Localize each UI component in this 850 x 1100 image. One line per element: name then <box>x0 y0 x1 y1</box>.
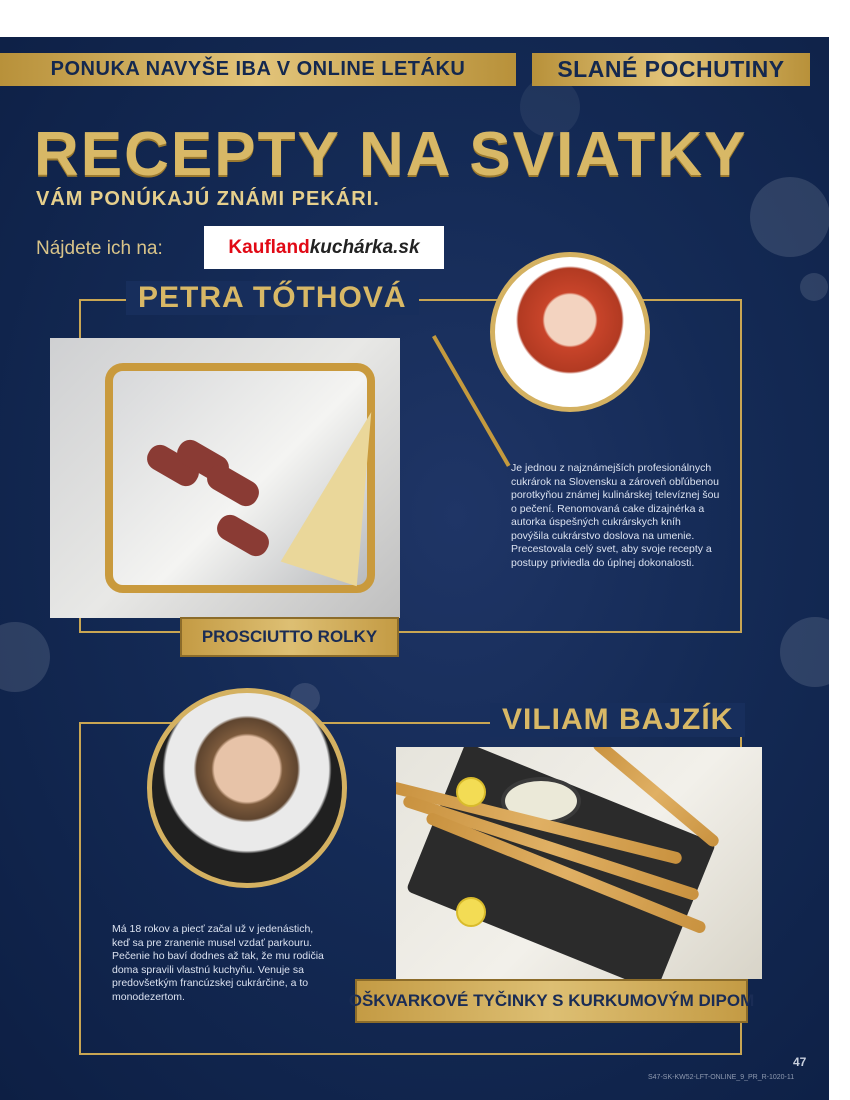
chef-portrait-petra <box>490 252 650 412</box>
chef-bio-viliam: Má 18 rokov a piecť začal už v jedenástich, keď sa pre zranenie musel vzdať parkouru. Pečenie ho baví dodnes až tak, že mu rodičia doma spravili vlastnú kuchyňu. Venuje sa predovšetkým francúzskej cukrárčine, a to monodezertom. <box>112 923 324 1003</box>
chef-name-petra: PETRA TŐTHOVÁ <box>126 281 419 315</box>
dish-photo-prosciutto <box>50 338 400 618</box>
chef-bio-petra: Je jednou z najznámejších profesionálnych cukrárok na Slovensku a zároveň obľúbenou porotkyňou známej kulinárskej televíznej šou o pečení. Renomovaná cake dizajnérka a autorka úspešných cukrárskych kníh povýšila cukrárstvo doslova na umenie. Precestovala celý svet, aby svoje recepty a postupy priviedla do úplnej dokonalosti. <box>511 462 720 569</box>
bokeh-light <box>750 177 829 257</box>
lemon-slice <box>456 777 486 807</box>
bokeh-light <box>800 273 828 301</box>
find-label: Nájdete ich na: <box>36 238 163 259</box>
page-code: S47-SK-KW52-LFT-ONLINE_9_PR_R-1020-11 <box>648 1074 795 1081</box>
page-title: RECEPTY NA SVIATKY <box>34 120 748 189</box>
page-subtitle: VÁM PONÚKAJÚ ZNÁMI PEKÁRI. <box>36 188 380 210</box>
logo-site: kuchárka.sk <box>309 236 420 258</box>
category-banner: SLANÉ POCHUTINY <box>532 53 810 86</box>
logo-brand: Kaufland <box>228 236 310 258</box>
dish-photo-breadsticks <box>396 747 762 979</box>
chef-name-viliam: VILIAM BAJZÍK <box>490 703 745 737</box>
kaufland-kucharka-logo-link[interactable] <box>204 226 444 269</box>
chef-portrait-viliam <box>147 688 347 888</box>
page-number: 47 <box>793 1055 807 1069</box>
lemon-slice <box>456 897 486 927</box>
bokeh-light <box>0 622 50 692</box>
dish-caption-prosciutto: PROSCIUTTO ROLKY <box>180 617 399 657</box>
dish-caption-breadsticks: OŠKVARKOVÉ TYČINKY S KURKUMOVÝM DIPOM <box>355 979 748 1023</box>
online-offer-banner: PONUKA NAVYŠE IBA V ONLINE LETÁKU <box>0 53 516 86</box>
bokeh-light <box>780 617 829 687</box>
